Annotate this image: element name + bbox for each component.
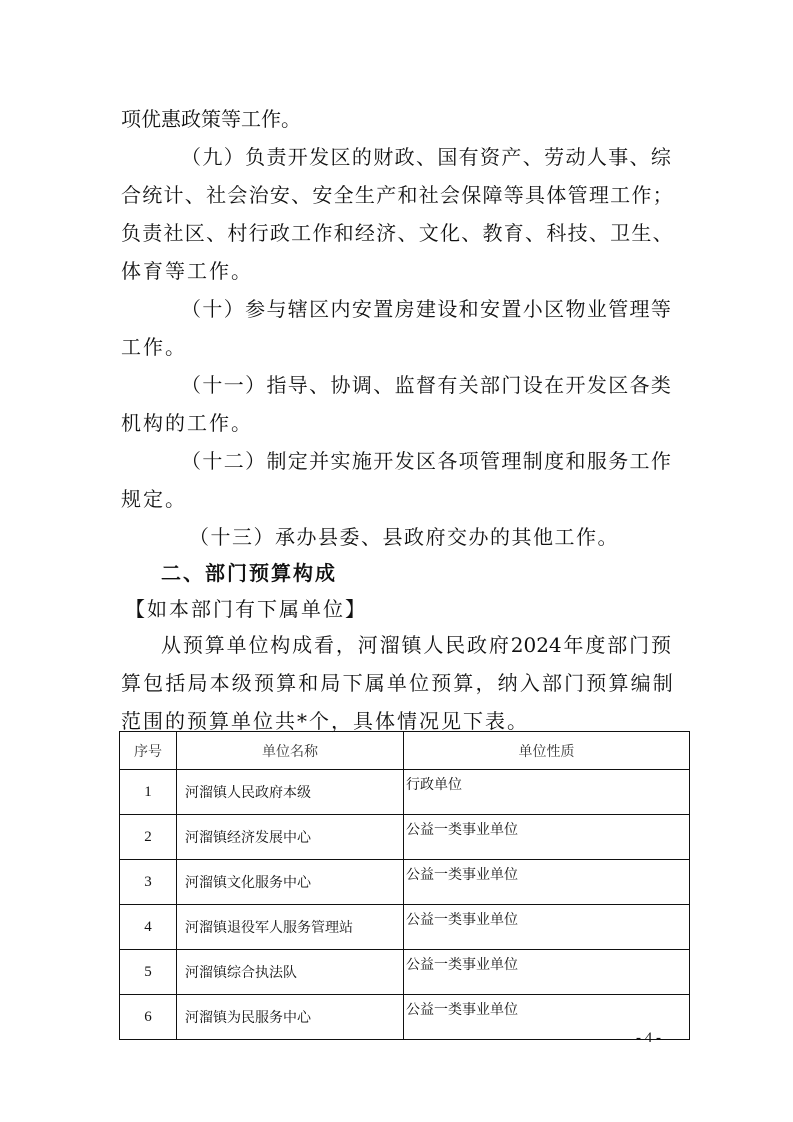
table-row [120,770,690,815]
row-unit-name: 河溜镇退役军人服务管理站 [177,905,404,950]
row-seq: 5 [120,950,177,995]
paragraph-line: 负 责 社 区 、 村 行 政 工 作 和 经 济 、 文 化 、 教 育 、 科 技 、 卫 生 、 [121,221,673,245]
paragraph-line: 项优惠政策等工作。 [121,107,301,131]
paragraph-line: 合 统 计 、 社 会 治 安 、 安 全 生 产 和 社 会 保 障 等 具 体 管 理 工 作 ； [121,183,673,207]
row-unit-name: 河溜镇人民政府本级 [177,770,404,815]
section-heading: 二、部门预算构成 [161,561,337,585]
intro-line: 从 预 算 单 位 构 成 看 ， 河 溜 镇 人 民 政 府 2024 年 度 部 门 预 [161,633,671,657]
intro-line: 算 包 括 局 本 级 预 算 和 局 下 属 单 位 预 算 ， 纳 入 部 门 预 算 编 制 [121,671,673,695]
row-unit-name: 河溜镇文化服务中心 [177,860,404,905]
paragraph-line: 机构的工作。 [121,411,253,435]
row-unit-name: 河溜镇为民服务中心 [177,995,404,1040]
row-seq: 3 [120,860,177,905]
row-unit-nature: 公益一类事业单位 [404,860,690,905]
row-unit-nature: 公益一类事业单位 [404,950,690,995]
row-unit-nature: 公益一类事业单位 [404,815,690,860]
paragraph-line: （ 十 一 ） 指 导 、 协 调 、 监 督 有 关 部 门 设 在 开 发 区 各 类 [181,373,671,397]
header-unit-name: 单位名称 [177,732,404,770]
row-unit-nature: 行政单位 [404,770,690,815]
header-unit-nature: 单位性质 [404,732,690,770]
table-row [120,860,690,905]
paragraph-line: （ 九 ） 负 责 开 发 区 的 财 政 、 国 有 资 产 、 劳 动 人 事 、 综 [181,145,671,169]
table-row [120,950,690,995]
paragraph-line: 体育等工作。 [121,259,253,283]
row-seq: 1 [120,770,177,815]
row-unit-name: 河溜镇经济发展中心 [177,815,404,860]
row-seq: 6 [120,995,177,1040]
paragraph-line: （十三）承办县委、县政府交办的其他工作。 [189,525,619,549]
section-subheading: 【如本部门有下属单位】 [125,597,367,621]
paragraph-line: 规定。 [121,487,187,511]
table-row [120,905,690,950]
table-row [120,995,690,1040]
row-unit-nature: 公益一类事业单位 [404,995,690,1040]
paragraph-line: 工作。 [121,335,187,359]
row-unit-name: 河溜镇综合执法队 [177,950,404,995]
intro-line: 范围的预算单位共*个，具体情况见下表。 [121,709,529,733]
header-seq: 序号 [120,732,177,770]
row-unit-nature: 公益一类事业单位 [404,905,690,950]
row-seq: 4 [120,905,177,950]
paragraph-line: （ 十 二 ） 制 定 并 实 施 开 发 区 各 项 管 理 制 度 和 服 务 工 作 [181,449,671,473]
table-header-row [120,732,690,770]
paragraph-line: （ 十 ） 参 与 辖 区 内 安 置 房 建 设 和 安 置 小 区 物 业 管 理 等 [181,297,671,321]
budget-units-table [119,731,690,1040]
table-row [120,815,690,860]
row-seq: 2 [120,815,177,860]
page-number: - 4 - [636,1030,661,1046]
